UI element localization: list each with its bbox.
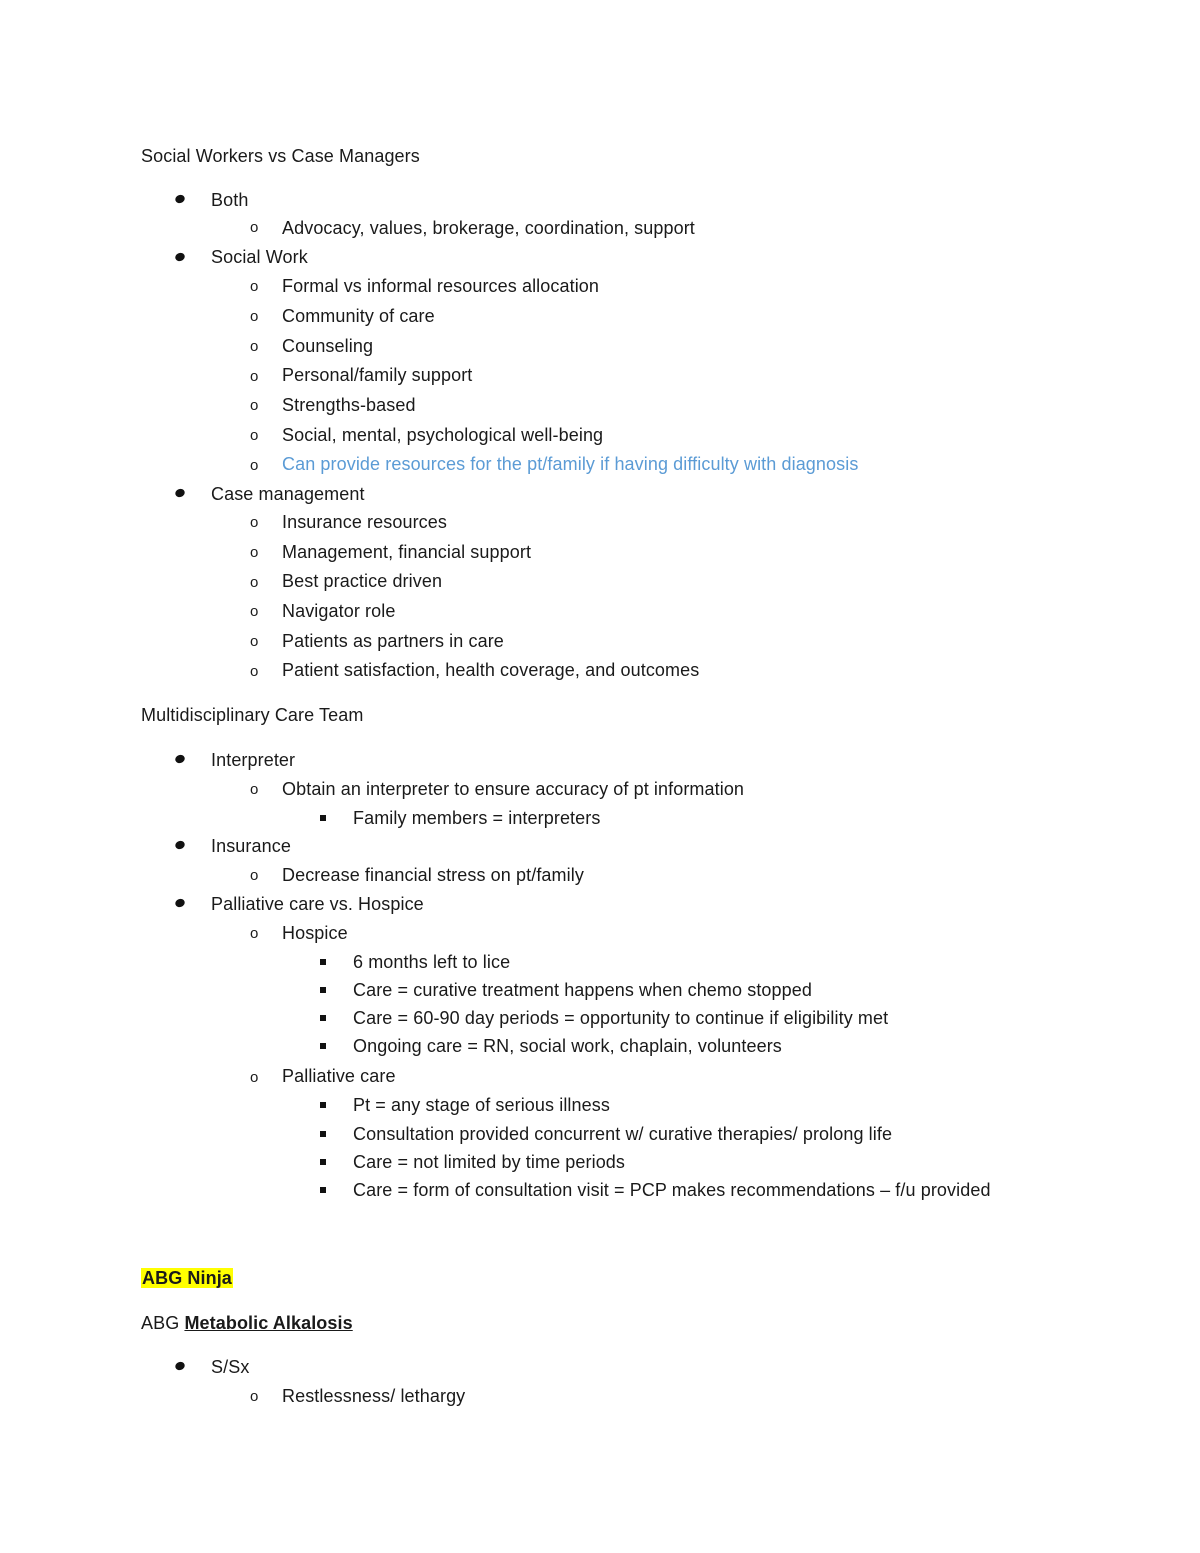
bullet-circle: o [250,457,259,474]
bullet-square [320,1043,326,1049]
bullet-square [320,1131,326,1137]
list-item: Both [211,190,249,210]
bullet-circle: o [250,867,259,884]
list-item: Care = not limited by time periods [353,1152,626,1172]
list-item: Advocacy, values, brokerage, coordination, support [282,218,695,238]
list-item: Personal/family support [282,365,473,385]
bullet-circle: o [250,368,259,385]
list-item: Palliative care [282,1066,396,1086]
bullet-circle: o [250,603,259,620]
list-item: Interpreter [211,750,296,770]
list-item: Management, financial support [282,542,532,562]
bullet-circle: o [250,925,259,942]
bullet-circle: o [250,663,259,680]
list-item: Community of care [282,306,435,326]
bullet-circle: o [250,338,259,355]
list-item: Care = form of consultation visit = PCP makes recommendations – f/u provided [353,1180,991,1200]
bullet-square [320,987,326,993]
bullet-circle: o [250,219,259,236]
list-item: Insurance resources [282,512,447,532]
bullet-disc [174,1361,186,1372]
bullet-disc [174,488,186,499]
list-item: Best practice driven [282,571,443,591]
bullet-circle: o [250,308,259,325]
section-title [141,1267,233,1289]
list-item: Care = curative treatment happens when chemo stopped [353,980,812,1000]
bullet-square [320,1187,326,1193]
bullet-circle: o [250,514,259,531]
list-item: Consultation provided concurrent w/ curative therapies/ prolong life [353,1124,893,1144]
highlighted-title: ABG Ninja [142,1268,232,1288]
bullet-circle: o [250,397,259,414]
list-item: Social, mental, psychological well-being [282,425,604,445]
bullet-disc [174,252,186,263]
section-heading: Multidisciplinary Care Team [141,705,364,725]
list-item: Case management [211,484,365,504]
bullet-square [320,1015,326,1021]
list-item-blue: Can provide resources for the pt/family if having difficulty with diagnosis [282,454,859,474]
list-item: Hospice [282,923,348,943]
list-item: Navigator role [282,601,396,621]
bullet-circle: o [250,1388,259,1405]
bullet-circle: o [250,427,259,444]
bullet-square [320,959,326,965]
bullet-circle: o [250,781,259,798]
bullet-circle: o [250,574,259,591]
bullet-circle: o [250,633,259,650]
bullet-disc [174,840,186,851]
list-item: Social Work [211,247,308,267]
list-item: Strengths-based [282,395,416,415]
list-item: Restlessness/ lethargy [282,1386,466,1406]
subheading-prefix: ABG [141,1313,180,1333]
list-item: Palliative care vs. Hospice [211,894,424,914]
list-item: Family members = interpreters [353,808,601,828]
section-subheading [141,1312,353,1334]
list-item: Patients as partners in care [282,631,504,651]
bullet-disc [174,898,186,909]
bullet-circle: o [250,278,259,295]
list-item: Counseling [282,336,374,356]
list-item: Obtain an interpreter to ensure accuracy of pt information [282,779,745,799]
bullet-square [320,815,326,821]
list-item: Ongoing care = RN, social work, chaplain, volunteers [353,1036,782,1056]
subheading-emphasis: Metabolic Alkalosis [184,1313,353,1333]
list-item: 6 months left to lice [353,952,511,972]
bullet-circle: o [250,544,259,561]
section-heading: Social Workers vs Case Managers [141,146,420,166]
list-item: Pt = any stage of serious illness [353,1095,610,1115]
bullet-square [320,1102,326,1108]
bullet-square [320,1159,326,1165]
list-item: Decrease financial stress on pt/family [282,865,584,885]
bullet-disc [174,754,186,765]
bullet-circle: o [250,1069,259,1086]
list-item: S/Sx [211,1357,250,1377]
list-item: Patient satisfaction, health coverage, and outcomes [282,660,700,680]
list-item: Care = 60-90 day periods = opportunity to continue if eligibility met [353,1008,889,1028]
list-item: Formal vs informal resources allocation [282,276,600,296]
bullet-disc [174,194,186,205]
list-item: Insurance [211,836,291,856]
